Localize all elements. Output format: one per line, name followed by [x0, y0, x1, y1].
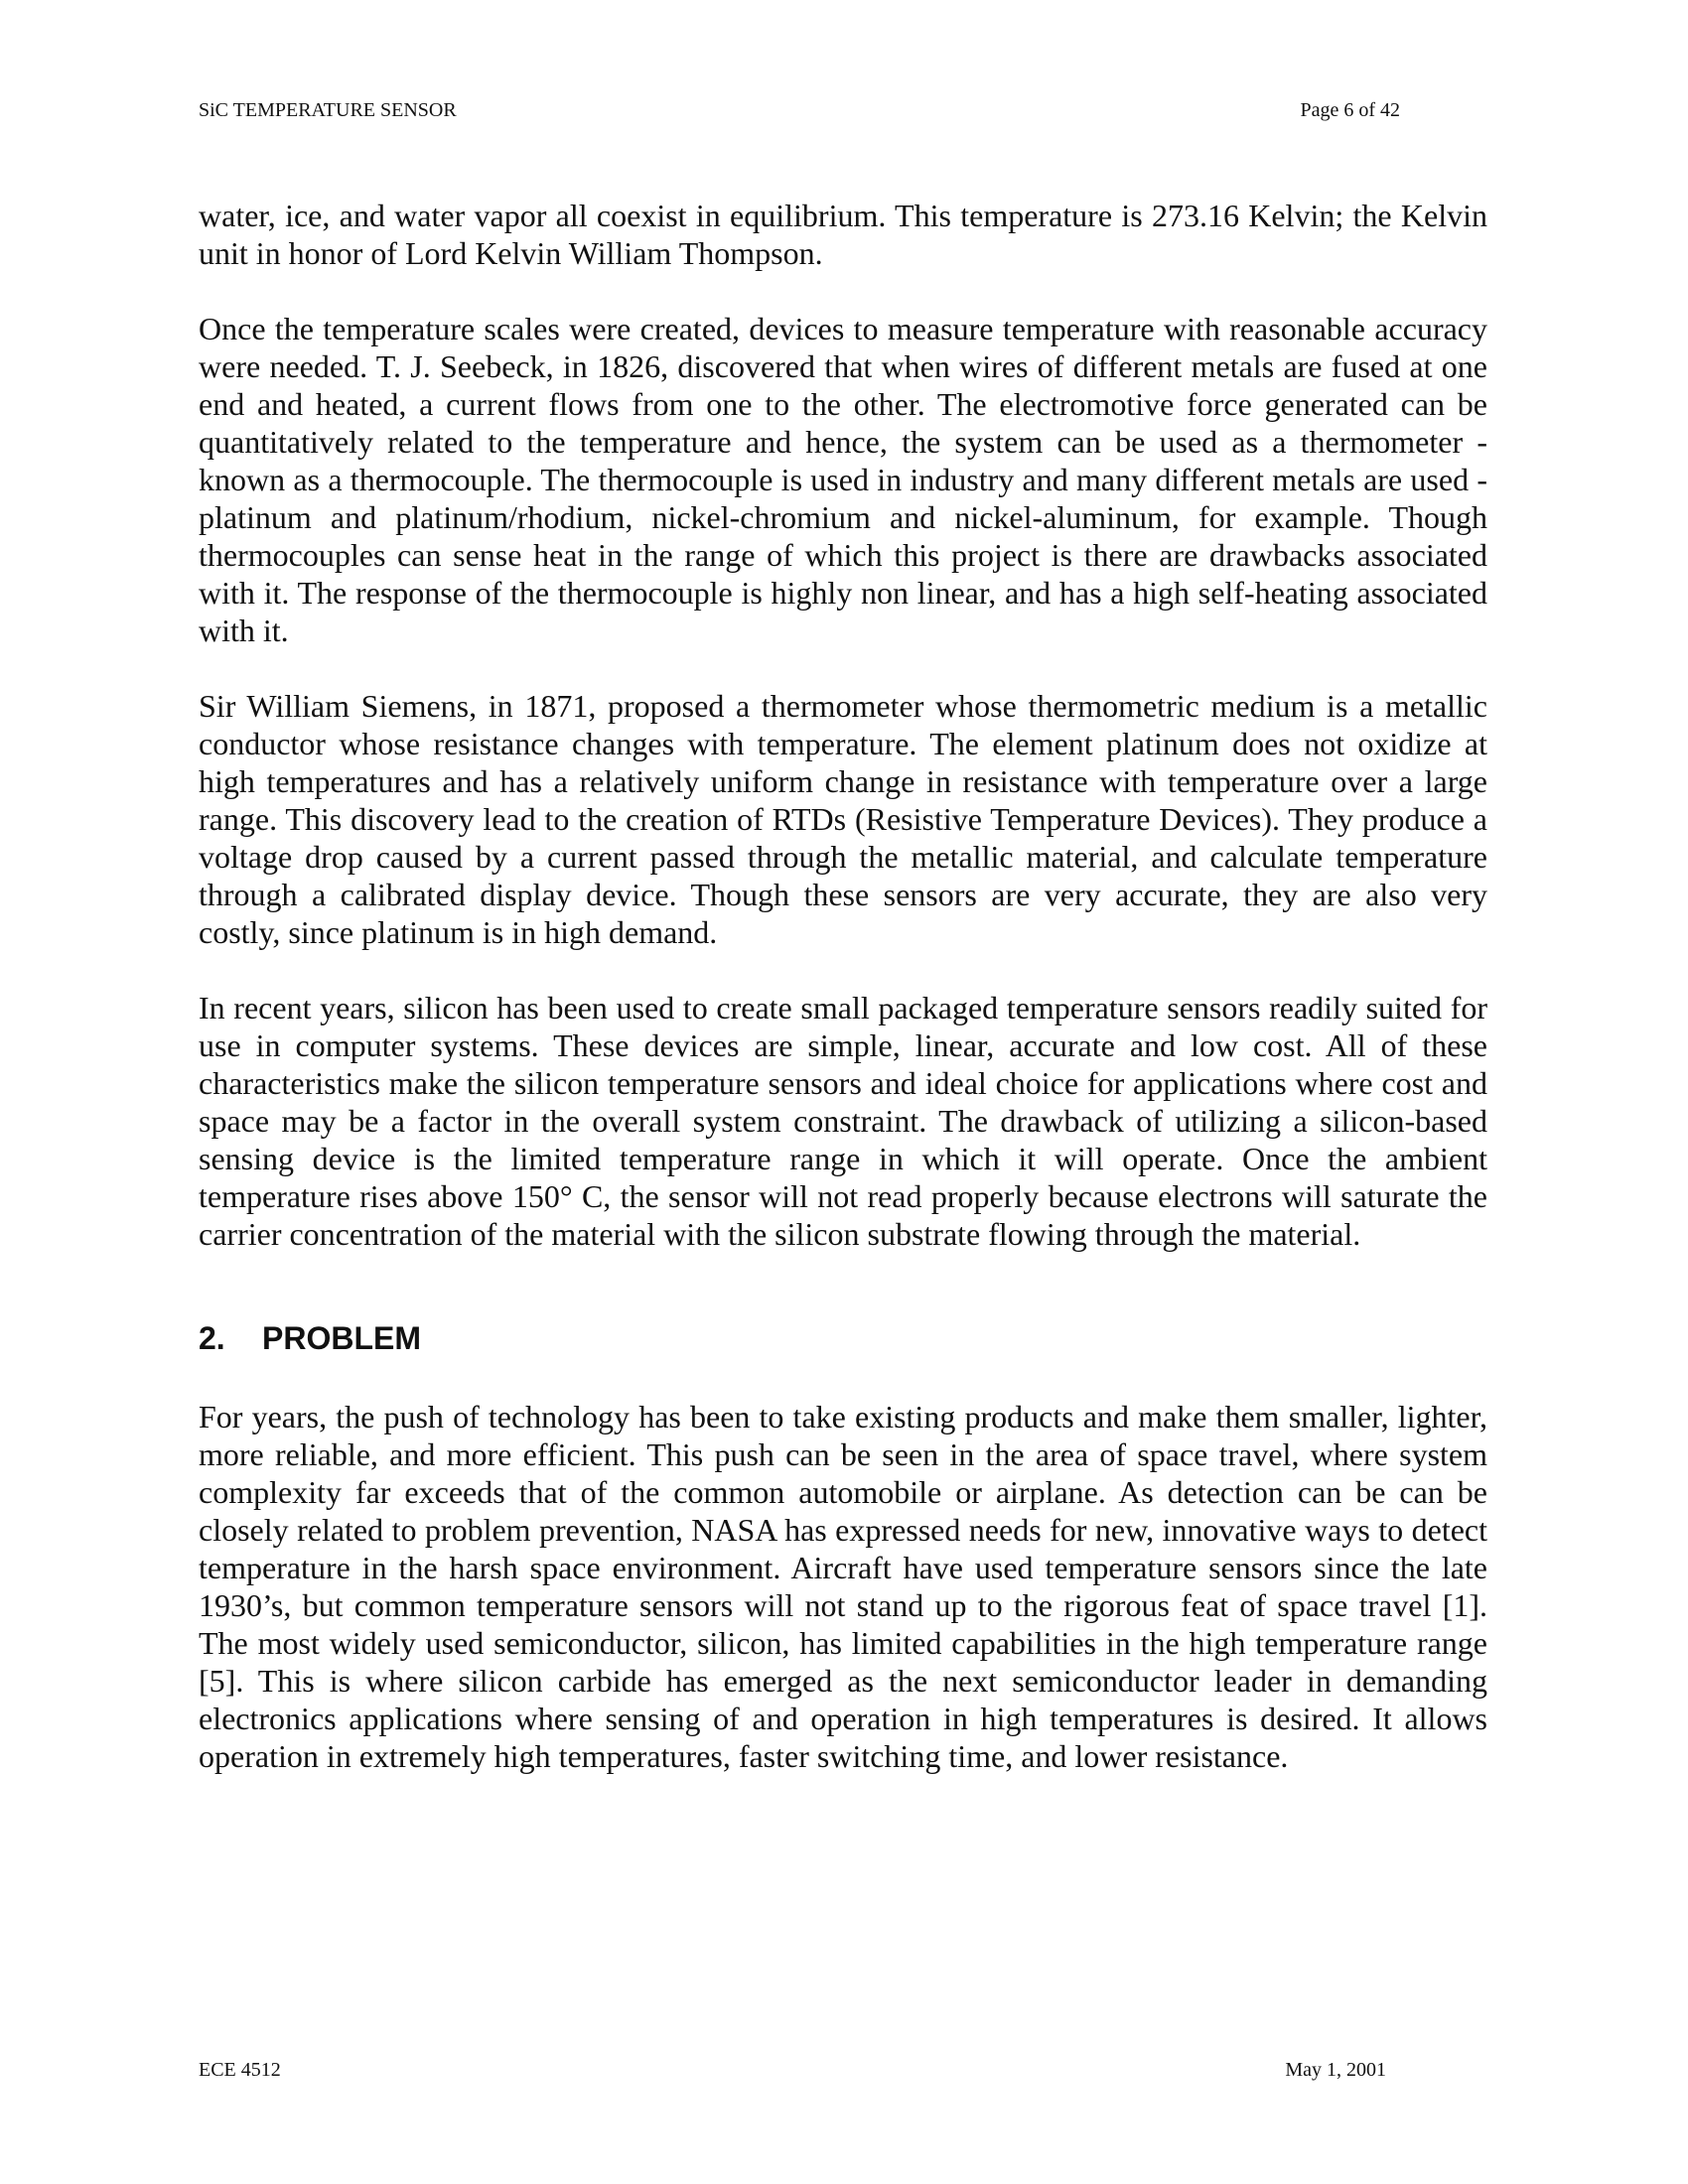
paragraph-problem: For years, the push of technology has been to take existing products and make them smaller, lighter, more reliable, and more efficient. This push can be seen in the area of space travel, where system complexity far exceeds that of the common automobile or airplane. As detection can be can be closely related to problem prevention, NASA has expressed needs for new, innovative ways to detect temperature in the harsh space environment. Aircraft have used temperature sensors since the late 1930’s, but common temperature sensors will not stand up to the rigorous feat of space travel [1]. The most widely used semiconductor, silicon, has limited capabilities in the high temperature range [5]. This is where silicon carbide has emerged as the next semiconductor leader in demanding electronics applications where sensing of and operation in high temperatures is desired. It allows operation in extremely high temperatures, faster switching time, and lower resistance.	[199, 1399, 1487, 1774]
footer-date: May 1, 2001	[1285, 2059, 1386, 2081]
paragraph-silicon-sensors: In recent years, silicon has been used to create small packaged temperature sensors readily suited for use in computer systems. These devices are simple, linear, accurate and low cost. All of these characteristics make the silicon temperature sensors and ideal choice for applications where cost and space may be a factor in the overall system constraint. The drawback of utilizing a silicon-based sensing device is the limited temperature range in which it will operate. Once the ambient temperature rises above 150° C, the sensor will not read properly because electrons will saturate the carrier concentration of the material with the silicon substrate flowing through the material.	[199, 990, 1487, 1252]
section-title: PROBLEM	[262, 1320, 421, 1356]
header-page-number: Page 6 of 42	[1300, 99, 1400, 121]
section-heading-problem	[199, 1318, 1487, 1358]
document-body	[199, 197, 1487, 1813]
running-footer	[199, 2059, 1400, 2089]
header-document-title: SiC TEMPERATURE SENSOR	[199, 99, 457, 121]
section-number: 2.	[199, 1320, 225, 1356]
paragraph-triple-point: water, ice, and water vapor all coexist in equilibrium. This temperature is 273.16 Kelvin; the Kelvin unit in honor of Lord Kelvin William Thompson.	[199, 198, 1487, 271]
running-header	[199, 99, 1400, 129]
paragraph-thermocouple: Once the temperature scales were created, devices to measure temperature with reasonable accuracy were needed. T. J. Seebeck, in 1826, discovered that when wires of different metals are fused at one end and heated, a current flows from one to the other. The electromotive force generated can be quantitatively related to the temperature and hence, the system can be used as a thermometer - known as a thermocouple. The thermocouple is used in industry and many different metals are used - platinum and platinum/rhodium, nickel-chromium and nickel-aluminum, for example. Though thermocouples can sense heat in the range of which this project is there are drawbacks associated with it. The response of the thermocouple is highly non linear, and has a high self-heating associated with it.	[199, 311, 1487, 648]
paragraph-rtd: Sir William Siemens, in 1871, proposed a thermometer whose thermometric medium is a metallic conductor whose resistance changes with temperature. The element platinum does not oxidize at high temperatures and has a relatively uniform change in resistance with temperature over a large range. This discovery lead to the creation of RTDs (Resistive Temperature Devices). They produce a voltage drop caused by a current passed through the metallic material, and calculate temperature through a calibrated display device. Though these sensors are very accurate, they are also very costly, since platinum is in high demand.	[199, 688, 1487, 950]
footer-course: ECE 4512	[199, 2059, 281, 2081]
